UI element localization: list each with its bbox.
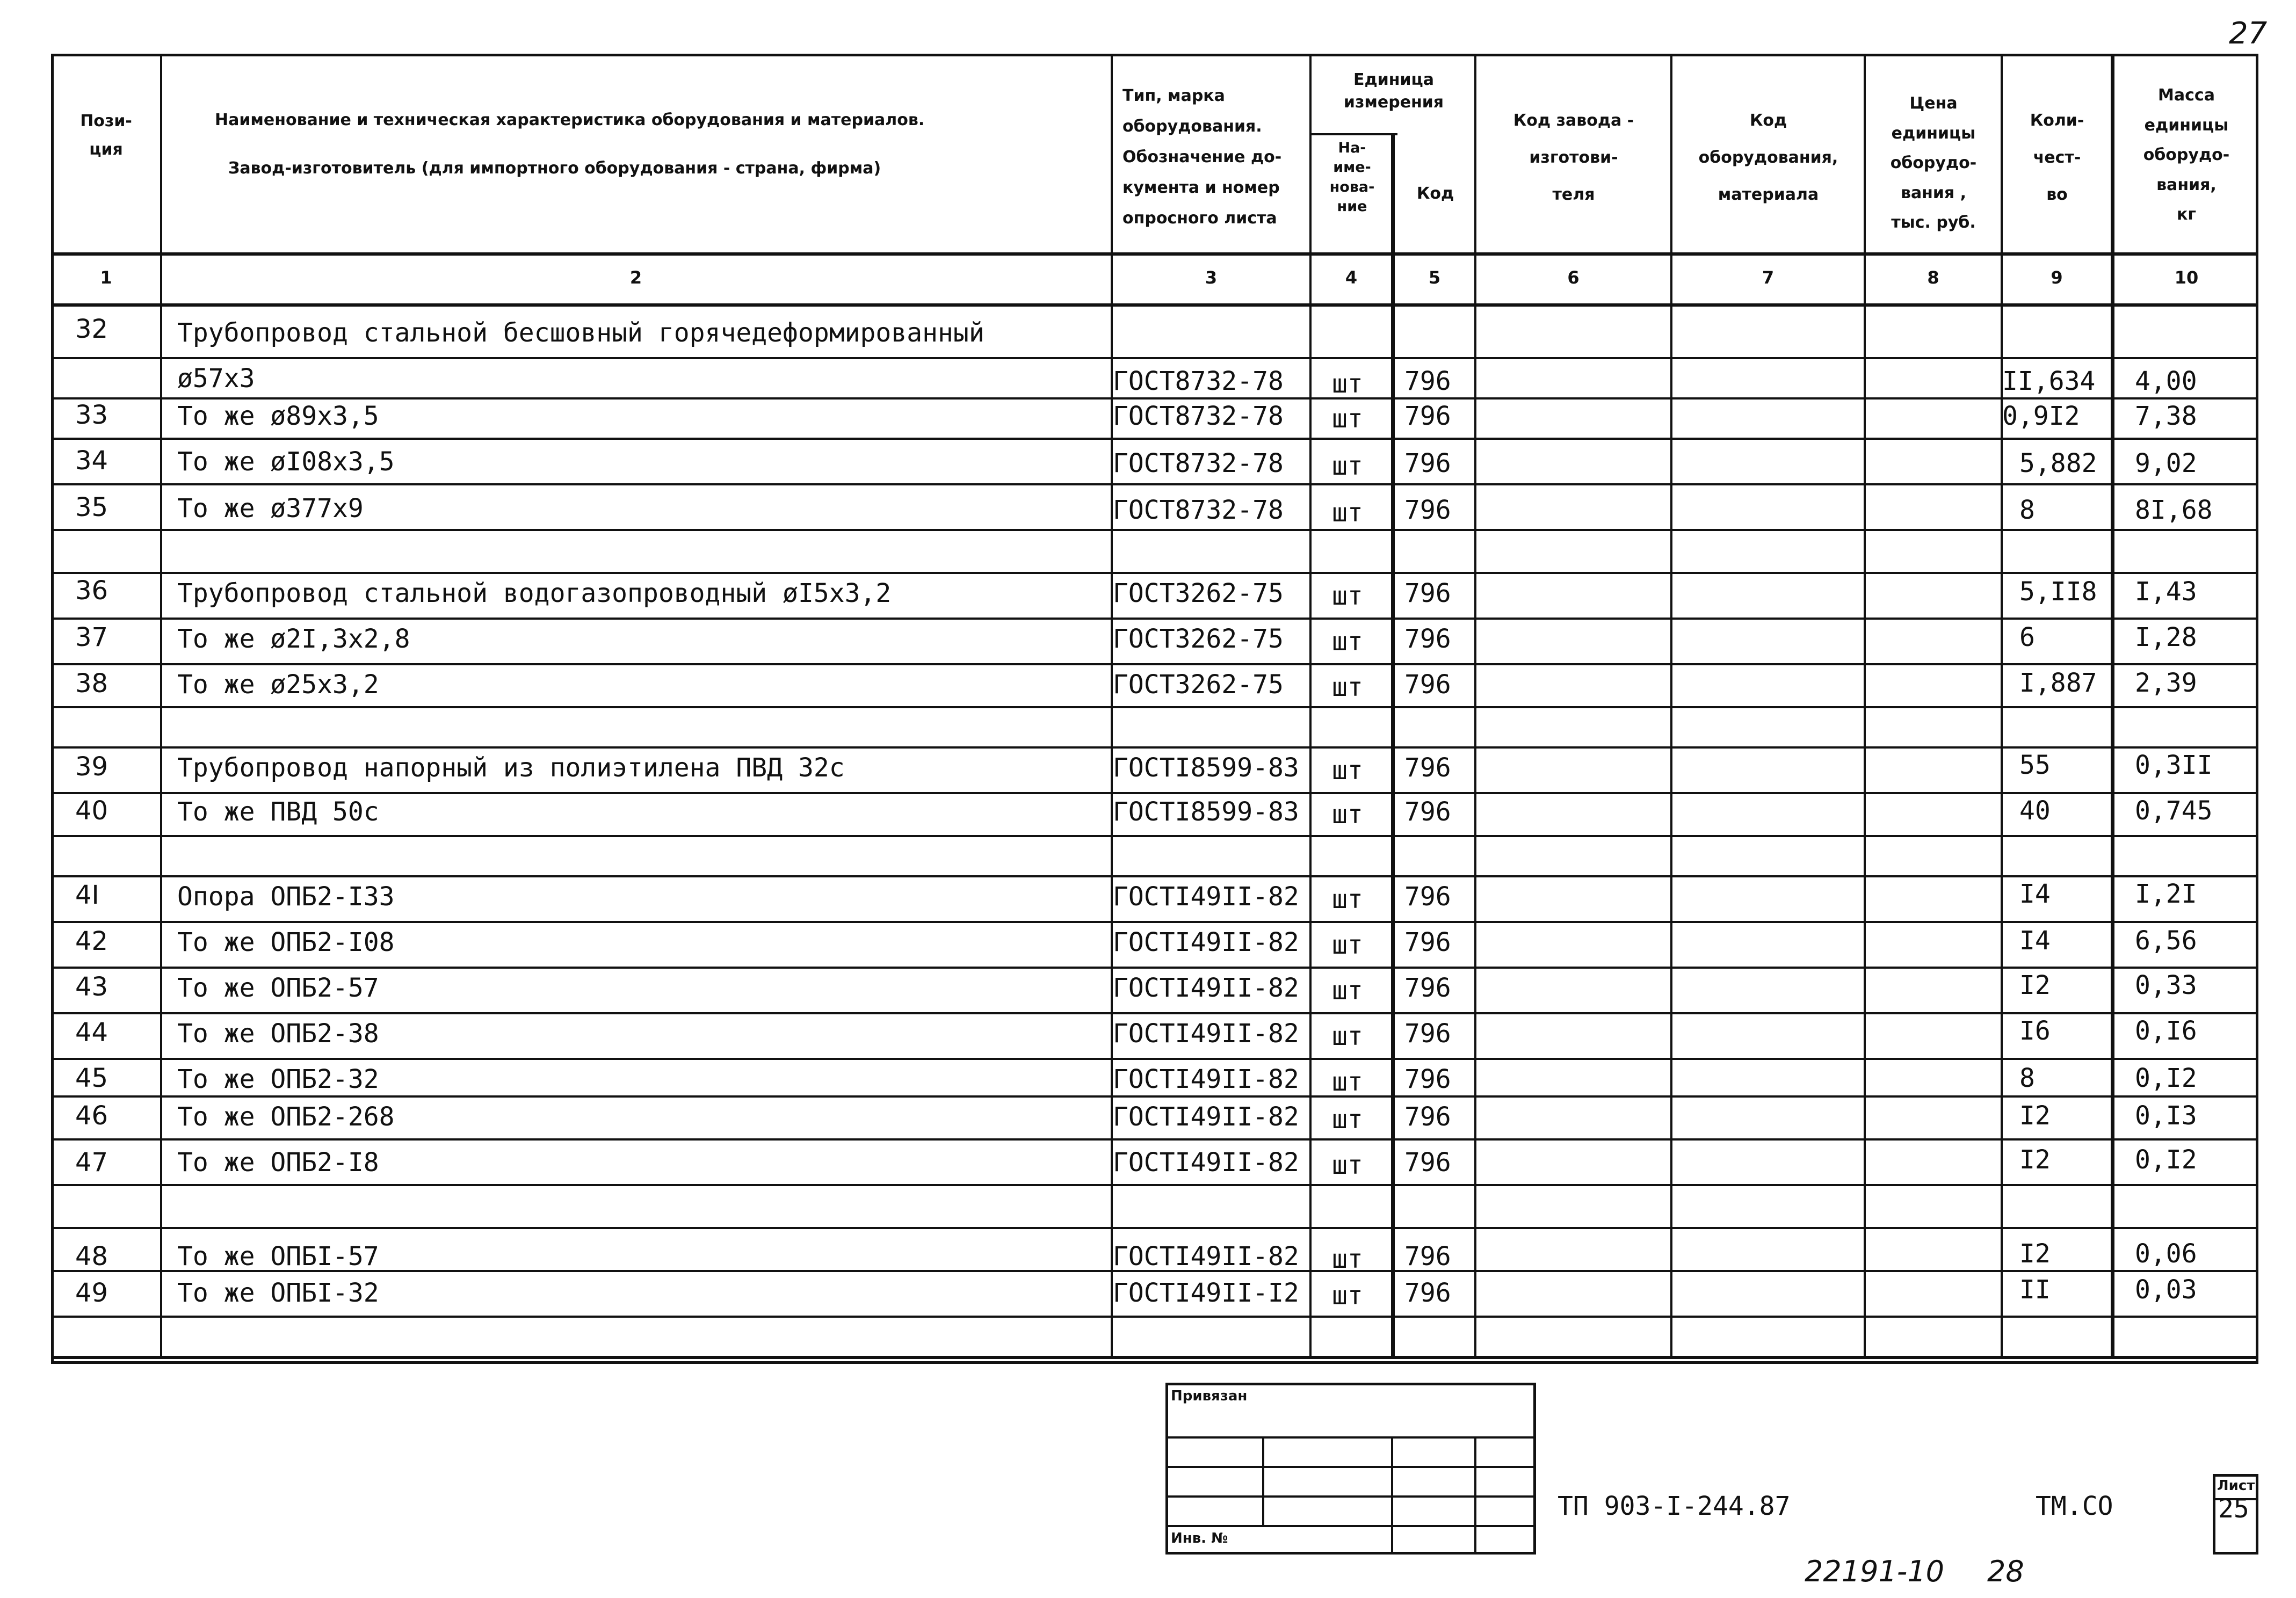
- header-mass: Масса единицы оборудо- вания, кг: [2143, 86, 2230, 224]
- cell-mass: 0,06: [2135, 1239, 2197, 1269]
- cell-mass: I,28: [2135, 622, 2197, 652]
- cell-unit: шт: [1332, 1067, 1363, 1097]
- cell-doc: ГОСТI49II-82: [1113, 973, 1299, 1003]
- row-rule: [51, 438, 2258, 440]
- cell-name: То же ОПБ2-32: [177, 1064, 379, 1094]
- row-rule: [51, 1316, 2258, 1318]
- cell-position: 38: [75, 669, 108, 699]
- header-unit-code: Код: [1416, 184, 1454, 203]
- row-rule: [51, 1095, 2258, 1098]
- cell-unit: шт: [1332, 1150, 1363, 1180]
- header-position: Пози- ция: [80, 112, 132, 159]
- cell-mass: 0,I3: [2135, 1101, 2197, 1131]
- stamp-doc-code: ТП 903-I-244.87: [1558, 1491, 1791, 1521]
- cell-position: 39: [75, 752, 108, 782]
- col-line: [1309, 54, 1312, 1359]
- header-name-line2: Завод-изготовитель (для импортного оборудования - страна, фирма): [228, 159, 881, 178]
- cell-unit: шт: [1332, 498, 1363, 528]
- row-rule: [51, 529, 2258, 531]
- cell-position: 36: [75, 576, 108, 606]
- cell-mass: 9,02: [2135, 448, 2197, 478]
- stamp-inv-no: Инв. №: [1171, 1530, 1228, 1546]
- cell-quantity: I2: [2019, 1239, 2051, 1269]
- cell-quantity: I2: [2019, 1145, 2051, 1175]
- cell-position: 42: [75, 926, 108, 956]
- cell-quantity: I2: [2019, 970, 2051, 1000]
- cell-unit: шт: [1332, 1244, 1363, 1274]
- cell-unit: шт: [1332, 581, 1363, 611]
- cell-doc: ГОСТI49II-I2: [1113, 1278, 1299, 1308]
- cell-mass: 0,3II: [2135, 750, 2213, 780]
- unit-subheader-rule: [1310, 133, 1397, 135]
- row-rule: [51, 1012, 2258, 1014]
- stamp-rule: [1165, 1466, 1536, 1468]
- stamp-rule: [1165, 1436, 1536, 1439]
- cell-unit-code: 796: [1404, 882, 1451, 912]
- cell-mass: 6,56: [2135, 926, 2197, 956]
- cell-quantity: 8: [2019, 1063, 2035, 1093]
- archive-number: 22191-10: [1805, 1555, 1944, 1588]
- column-number: 9: [2051, 267, 2063, 288]
- cell-mass: 7,38: [2135, 401, 2197, 431]
- cell-unit-code: 796: [1404, 1019, 1451, 1049]
- page-number-bottom: 28: [1987, 1555, 2024, 1588]
- cell-unit-code: 796: [1404, 797, 1451, 827]
- cell-name: То же ОПБI-57: [177, 1241, 379, 1272]
- cell-quantity: I4: [2019, 926, 2051, 956]
- row-rule: [51, 618, 2258, 620]
- cell-position: 45: [75, 1063, 108, 1093]
- row-rule: [51, 663, 2258, 665]
- cell-mass: 0,I2: [2135, 1145, 2197, 1175]
- cell-doc: ГОСТ3262-75: [1113, 624, 1284, 654]
- header-unit-group: Единица измерения: [1343, 70, 1444, 112]
- cell-mass: I,2I: [2135, 879, 2197, 909]
- cell-doc: ГОСТ8732-78: [1113, 495, 1284, 525]
- cell-quantity: 8: [2019, 495, 2035, 525]
- cell-mass: 0,745: [2135, 796, 2213, 826]
- cell-quantity: I2: [2019, 1101, 2051, 1131]
- cell-unit-code: 796: [1404, 670, 1451, 700]
- stamp-col: [1262, 1436, 1264, 1525]
- column-number: 2: [629, 267, 642, 288]
- stamp-col: [1391, 1436, 1393, 1552]
- stamp-rule: [1165, 1525, 1536, 1527]
- cell-name: То же ОПБ2-57: [177, 973, 379, 1003]
- header-unit-name: На- име- нова- ние: [1329, 140, 1375, 215]
- cell-position: 35: [75, 492, 108, 522]
- cell-unit-code: 796: [1404, 448, 1451, 478]
- column-number: 8: [1927, 267, 1939, 288]
- cell-quantity: II,634: [2002, 366, 2096, 396]
- cell-mass: 2,39: [2135, 668, 2197, 698]
- cell-unit-code: 796: [1404, 973, 1451, 1003]
- stamp-privyazan: Привязан: [1171, 1388, 1248, 1404]
- col-line: [1864, 54, 1866, 1359]
- row-rule: [51, 572, 2258, 574]
- col-line: [2111, 54, 2114, 1359]
- cell-quantity: 40: [2019, 796, 2051, 826]
- cell-position: 37: [75, 622, 108, 652]
- cell-mass: 4,00: [2135, 366, 2197, 396]
- cell-name: Трубопровод стальной бесшовный горячедеформированный: [177, 318, 984, 348]
- cell-doc: ГОСТ3262-75: [1113, 670, 1284, 700]
- cell-quantity: I6: [2019, 1016, 2051, 1046]
- table-body-bottom-rule: [51, 1356, 2258, 1359]
- cell-position: 48: [75, 1241, 108, 1272]
- cell-unit: шт: [1332, 1105, 1363, 1135]
- cell-unit-code: 796: [1404, 927, 1451, 957]
- stamp-rule: [1165, 1495, 1536, 1498]
- cell-name: Трубопровод напорный из полиэтилена ПВД 32с: [177, 753, 845, 783]
- cell-unit: шт: [1332, 1021, 1363, 1051]
- cell-name: То же ø89х3,5: [177, 401, 379, 431]
- cell-position: 4I: [75, 880, 99, 910]
- col-line: [160, 54, 162, 1359]
- cell-quantity: 55: [2019, 750, 2051, 780]
- cell-doc: ГОСТI49II-82: [1113, 1241, 1299, 1272]
- cell-doc: ГОСТ8732-78: [1113, 448, 1284, 478]
- page-corner-mark: 27: [2229, 16, 2268, 51]
- cell-position: 44: [75, 1018, 108, 1048]
- cell-name: То же øI08х3,5: [177, 447, 395, 477]
- cell-unit: шт: [1332, 884, 1363, 914]
- column-number-rule: [51, 303, 2258, 307]
- cell-name: То же ПВД 50с: [177, 797, 379, 827]
- cell-quantity: I4: [2019, 879, 2051, 909]
- cell-quantity: 5,II8: [2019, 577, 2097, 607]
- cell-unit: шт: [1332, 756, 1363, 786]
- cell-doc: ГОСТ8732-78: [1113, 366, 1284, 396]
- cell-unit-code: 796: [1404, 1102, 1451, 1132]
- cell-unit-code: 796: [1404, 366, 1451, 396]
- cell-unit-code: 796: [1404, 1147, 1451, 1178]
- header-price: Цена единицы оборудо- вания , тыс. руб.: [1890, 94, 1977, 232]
- cell-unit-code: 796: [1404, 578, 1451, 608]
- col-line: [1474, 54, 1476, 1359]
- cell-unit: шт: [1332, 627, 1363, 657]
- header-equipment-code: Код оборудования, материала: [1698, 111, 1838, 204]
- cell-name: То же ø25х3,2: [177, 670, 379, 700]
- stamp-mark: ТМ.СО: [2036, 1491, 2113, 1521]
- cell-unit: шт: [1332, 930, 1363, 960]
- cell-position: 40: [75, 796, 108, 826]
- cell-quantity: I,887: [2019, 668, 2097, 698]
- cell-name: То же ОПБ2-38: [177, 1019, 379, 1049]
- cell-unit-code: 796: [1404, 1241, 1451, 1272]
- cell-mass: 0,I2: [2135, 1063, 2197, 1093]
- cell-mass: 0,03: [2135, 1275, 2197, 1305]
- row-rule: [51, 357, 2258, 359]
- cell-unit: шт: [1332, 1281, 1363, 1311]
- row-rule: [51, 483, 2258, 485]
- col-line: [1670, 54, 1672, 1359]
- cell-quantity: II: [2019, 1275, 2051, 1305]
- cell-unit: шт: [1332, 451, 1363, 481]
- cell-unit-code: 796: [1404, 753, 1451, 783]
- column-number: 10: [2174, 267, 2199, 288]
- cell-doc: ГОСТI49II-82: [1113, 1064, 1299, 1094]
- cell-position: 46: [75, 1101, 108, 1131]
- row-rule: [51, 921, 2258, 923]
- row-rule: [51, 746, 2258, 749]
- cell-doc: ГОСТI49II-82: [1113, 1147, 1299, 1178]
- cell-position: 49: [75, 1278, 108, 1308]
- cell-name: То же ОПБ2-268: [177, 1102, 395, 1132]
- row-rule: [51, 706, 2258, 708]
- cell-name: Трубопровод стальной водогазопроводный øI5х3,2: [177, 578, 892, 608]
- cell-doc: ГОСТI49II-82: [1113, 1019, 1299, 1049]
- header-type-doc: Тип, марка оборудования. Обозначение до- кумента и номер опросного листа: [1122, 86, 1282, 228]
- cell-doc: ГОСТI8599-83: [1113, 797, 1299, 827]
- cell-position: 34: [75, 446, 108, 476]
- cell-doc: ГОСТI8599-83: [1113, 753, 1299, 783]
- cell-name: То же ø377х9: [177, 493, 364, 524]
- row-rule: [51, 967, 2258, 969]
- cell-unit: шт: [1332, 976, 1363, 1006]
- cell-unit-code: 796: [1404, 401, 1451, 431]
- cell-position: 33: [75, 400, 108, 430]
- row-rule: [51, 1058, 2258, 1060]
- cell-unit: шт: [1332, 800, 1363, 830]
- cell-name: То же ø2I,3х2,8: [177, 624, 410, 654]
- cell-unit: шт: [1332, 404, 1363, 434]
- sheet-number: 25: [2218, 1494, 2249, 1524]
- row-rule: [51, 792, 2258, 794]
- header-factory-code: Код завода - изготови- теля: [1513, 111, 1634, 204]
- column-number: 6: [1567, 267, 1580, 288]
- cell-doc: ГОСТ3262-75: [1113, 578, 1284, 608]
- column-number: 3: [1205, 267, 1218, 288]
- row-rule: [51, 1227, 2258, 1229]
- cell-doc: ГОСТI49II-82: [1113, 1102, 1299, 1132]
- cell-quantity: 6: [2019, 622, 2035, 652]
- header-quantity: Коли- чест- во: [2030, 111, 2084, 204]
- row-rule: [51, 1138, 2258, 1141]
- cell-mass: 8I,68: [2135, 495, 2213, 525]
- stamp-box: [1165, 1383, 1536, 1555]
- cell-name: Опора ОПБ2-I33: [177, 882, 395, 912]
- header-name-line1: Наименование и техническая характеристика оборудования и материалов.: [215, 111, 925, 129]
- cell-position: 43: [75, 972, 108, 1002]
- cell-name: ø57х3: [177, 364, 255, 394]
- column-number: 5: [1428, 267, 1441, 288]
- cell-unit-code: 796: [1404, 1064, 1451, 1094]
- cell-quantity: 5,882: [2019, 448, 2097, 478]
- cell-unit-code: 796: [1404, 495, 1451, 525]
- cell-doc: ГОСТI49II-82: [1113, 927, 1299, 957]
- stamp-col: [1474, 1436, 1476, 1552]
- cell-position: 47: [75, 1147, 108, 1178]
- column-number: 7: [1762, 267, 1774, 288]
- cell-doc: ГОСТI49II-82: [1113, 882, 1299, 912]
- col-line: [2001, 54, 2003, 1359]
- row-rule: [51, 835, 2258, 837]
- row-rule: [51, 397, 2258, 400]
- cell-unit: шт: [1332, 369, 1363, 399]
- cell-name: То же ОПБ2-I8: [177, 1147, 379, 1178]
- cell-unit: шт: [1332, 672, 1363, 702]
- column-number: 4: [1345, 267, 1358, 288]
- cell-position: 32: [75, 314, 108, 344]
- row-rule: [51, 875, 2258, 877]
- cell-quantity: 0,9I2: [2002, 401, 2080, 431]
- column-number: 1: [100, 267, 112, 288]
- cell-doc: ГОСТ8732-78: [1113, 401, 1284, 431]
- cell-mass: I,43: [2135, 577, 2197, 607]
- cell-mass: 0,I6: [2135, 1016, 2197, 1046]
- col-line: [1391, 133, 1395, 1359]
- cell-name: То же ОПБI-32: [177, 1278, 379, 1308]
- row-rule: [51, 1184, 2258, 1186]
- sheet-label: Лист: [2217, 1478, 2255, 1494]
- cell-mass: 0,33: [2135, 970, 2197, 1000]
- cell-unit-code: 796: [1404, 1278, 1451, 1308]
- cell-name: То же ОПБ2-I08: [177, 927, 395, 957]
- cell-unit-code: 796: [1404, 624, 1451, 654]
